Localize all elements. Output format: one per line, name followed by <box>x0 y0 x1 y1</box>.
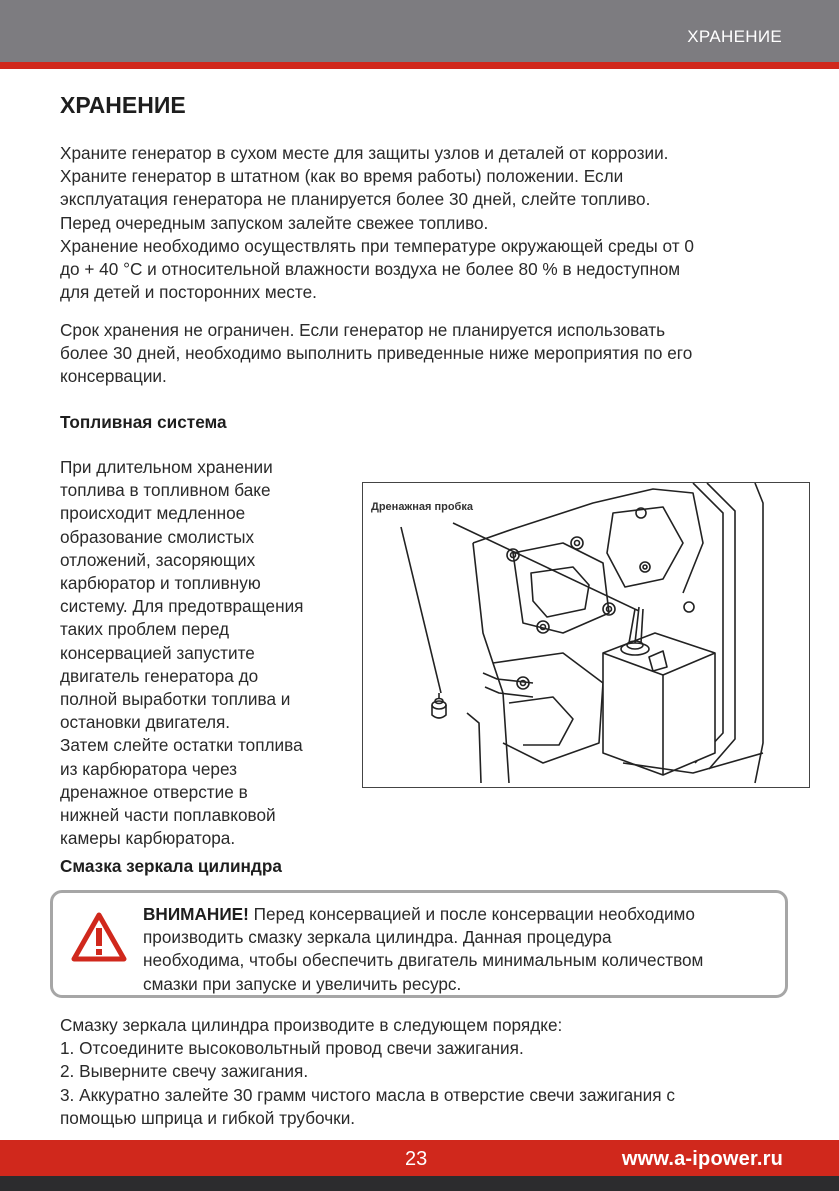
intro-line: Храните генератор в сухом месте для защиты узлов и деталей от коррозии. <box>60 143 669 163</box>
warning-text <box>143 903 779 996</box>
header-accent-stripe <box>0 62 839 69</box>
cylinder-lubrication-heading: Смазка зеркала цилиндра <box>60 856 282 876</box>
warning-triangle-icon <box>71 911 127 963</box>
carburetor-illustration <box>363 483 809 787</box>
fuel-line: полной выработки топлива и <box>60 689 291 710</box>
warning-line-text: Перед консервацией и после консервации необходимо <box>253 904 695 924</box>
fuel-line: остановки двигателя. <box>60 712 231 733</box>
warning-box <box>50 890 788 998</box>
intro-line: Хранение необходимо осуществлять при температуре окружающей среды от 0 <box>60 235 694 256</box>
storage-paragraph <box>60 319 790 389</box>
step-item: 1. Отсоедините высоковольтный провод свечи зажигания. <box>60 1038 524 1059</box>
fuel-line: При длительном хранении <box>60 457 273 477</box>
warning-label: ВНИМАНИЕ! <box>143 904 249 924</box>
fuel-line: карбюратор и топливную <box>60 573 261 594</box>
drain-plug-label: Дренажная пробка <box>371 501 473 513</box>
cylinder-steps <box>60 1014 790 1130</box>
fuel-line: из карбюратора через <box>60 758 238 779</box>
storage-line: консервации. <box>60 366 167 387</box>
intro-line: Храните генератор в штатном (как во время работы) положении. Если <box>60 166 624 187</box>
step-item: 2. Выверните свечу зажигания. <box>60 1061 309 1082</box>
warning-line: смазки при запуске и увеличить ресурс. <box>143 973 462 994</box>
steps-intro: Смазку зеркала цилиндра производите в следующем порядке: <box>60 1015 563 1035</box>
carburetor-drain-figure <box>362 482 810 788</box>
storage-line: Срок хранения не ограничен. Если генератор не планируется использовать <box>60 320 666 340</box>
intro-line: для детей и посторонних месте. <box>60 282 317 303</box>
fuel-line: систему. Для предотвращения <box>60 596 304 617</box>
fuel-line: консервацией запустите <box>60 642 255 663</box>
page-title: ХРАНЕНИЕ <box>60 92 186 118</box>
fuel-line: нижней части поплавковой <box>60 805 276 826</box>
storage-line: более 30 дней, необходимо выполнить приведенные ниже мероприятия по его <box>60 343 693 364</box>
intro-line: Перед очередным запуском залейте свежее топливо. <box>60 212 489 233</box>
fuel-line: отложений, засоряющих <box>60 549 256 570</box>
website-link[interactable]: www.a-ipower.ru <box>621 1148 783 1170</box>
fuel-line: таких проблем перед <box>60 619 230 640</box>
fuel-line: Затем слейте остатки топлива <box>60 735 303 756</box>
fuel-system-paragraph <box>60 456 345 850</box>
step-item: 3. Аккуратно залейте 30 грамм чистого масла в отверстие свечи зажигания с <box>60 1084 675 1105</box>
page-number: 23 <box>405 1148 428 1170</box>
step-item: помощью шприца и гибкой трубочки. <box>60 1107 356 1128</box>
intro-paragraph <box>60 142 790 304</box>
warning-line <box>143 903 779 926</box>
fuel-line: топлива в топливном баке <box>60 480 271 501</box>
intro-line: эксплуатация генератора не планируется более 30 дней, слейте топливо. <box>60 189 651 210</box>
fuel-line: происходит медленное <box>60 503 246 524</box>
header-section-title: ХРАНЕНИЕ <box>687 27 782 46</box>
footer-dark-stripe <box>0 1176 839 1191</box>
intro-line: до + 40 °С и относительной влажности воздуха не более 80 % в недоступном <box>60 259 681 280</box>
fuel-system-heading: Топливная система <box>60 412 227 432</box>
fuel-line: образование смолистых <box>60 526 255 547</box>
warning-line: необходима, чтобы обеспечить двигатель минимальным количеством <box>143 950 704 971</box>
fuel-line: двигатель генератора до <box>60 665 259 686</box>
warning-line: производить смазку зеркала цилиндра. Данная процедура <box>143 927 612 948</box>
fuel-line: камеры карбюратора. <box>60 828 236 849</box>
fuel-line: дренажное отверстие в <box>60 781 248 802</box>
